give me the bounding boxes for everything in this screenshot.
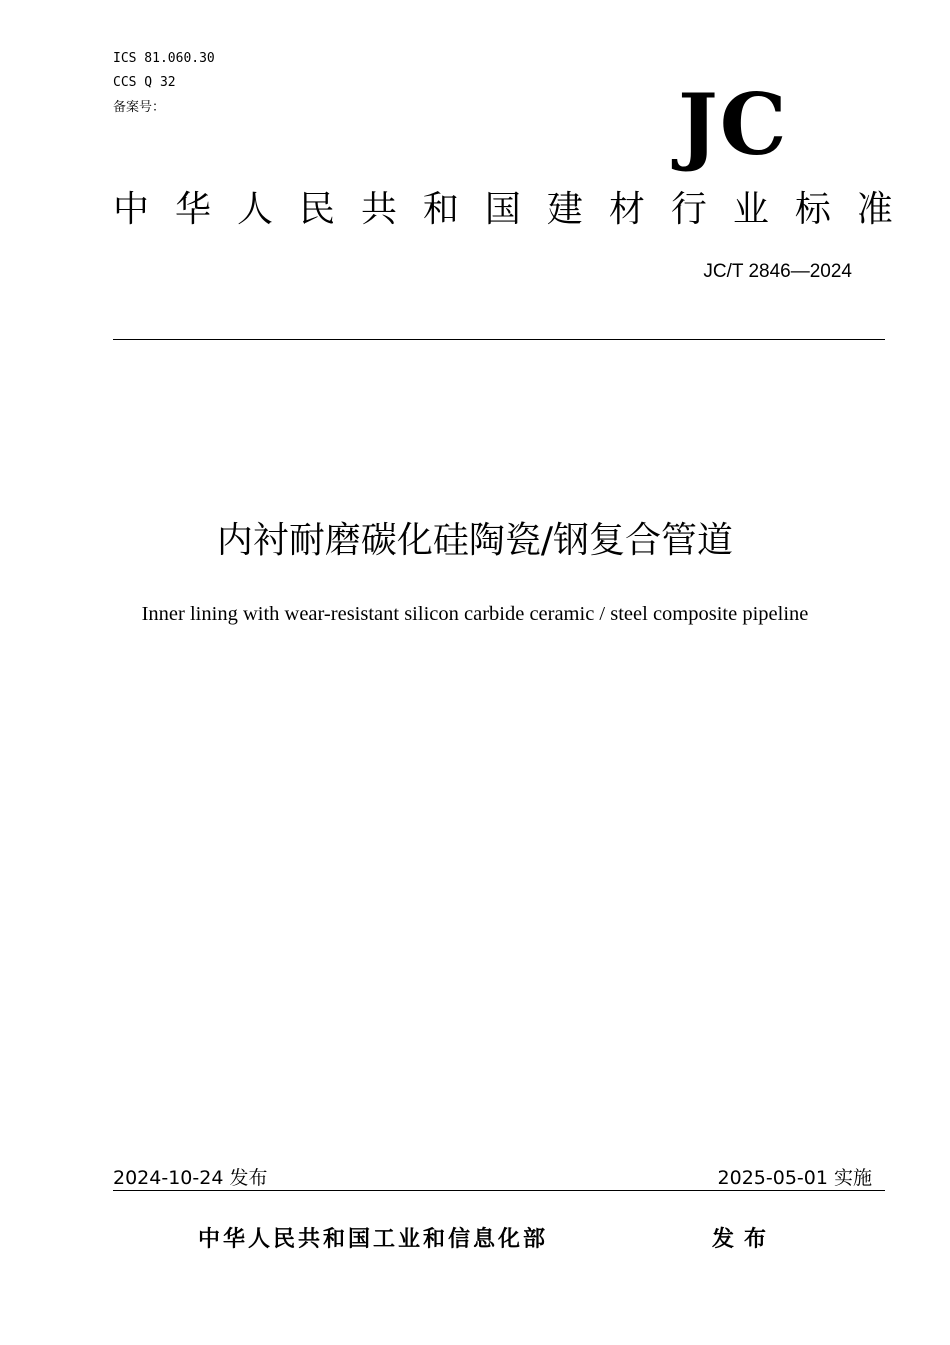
filing-number-label: 备案号： <box>113 100 166 115</box>
heading-char: 国 <box>484 189 521 230</box>
bottom-divider <box>113 1190 885 1191</box>
heading-char: 共 <box>360 189 397 230</box>
jc-logo: JC <box>678 75 789 174</box>
top-divider <box>113 339 885 340</box>
heading-char: 中 <box>113 189 150 230</box>
heading-char: 标 <box>794 189 831 230</box>
heading-char: 人 <box>236 189 273 230</box>
heading-char: 建 <box>546 189 583 230</box>
ics-code: ICS 81.060.30 <box>113 51 215 66</box>
issuing-authority: 中华人民共和国工业和信息化部 <box>198 1227 549 1252</box>
implementation-date: 2025-05-01 实施 <box>717 1167 872 1189</box>
standard-number: JC/T 2846—2024 <box>703 261 852 282</box>
heading-char: 和 <box>422 189 459 230</box>
heading-char: 行 <box>670 189 707 230</box>
issuing-action: 发布 <box>712 1227 777 1252</box>
document-title-english: Inner lining with wear-resistant silicon carbide ceramic / steel composite pipeline <box>141 603 809 625</box>
ccs-code: CCS Q 32 <box>113 75 176 90</box>
standard-type-heading <box>113 186 893 234</box>
heading-char: 准 <box>856 189 893 230</box>
issue-date: 2024-10-24 发布 <box>113 1167 268 1189</box>
heading-char: 民 <box>298 189 335 230</box>
heading-char: 华 <box>174 189 211 230</box>
heading-char: 材 <box>608 189 645 230</box>
document-title-chinese: 内衬耐磨碳化硅陶瓷/钢复合管道 <box>216 520 734 561</box>
heading-char: 业 <box>732 189 769 230</box>
